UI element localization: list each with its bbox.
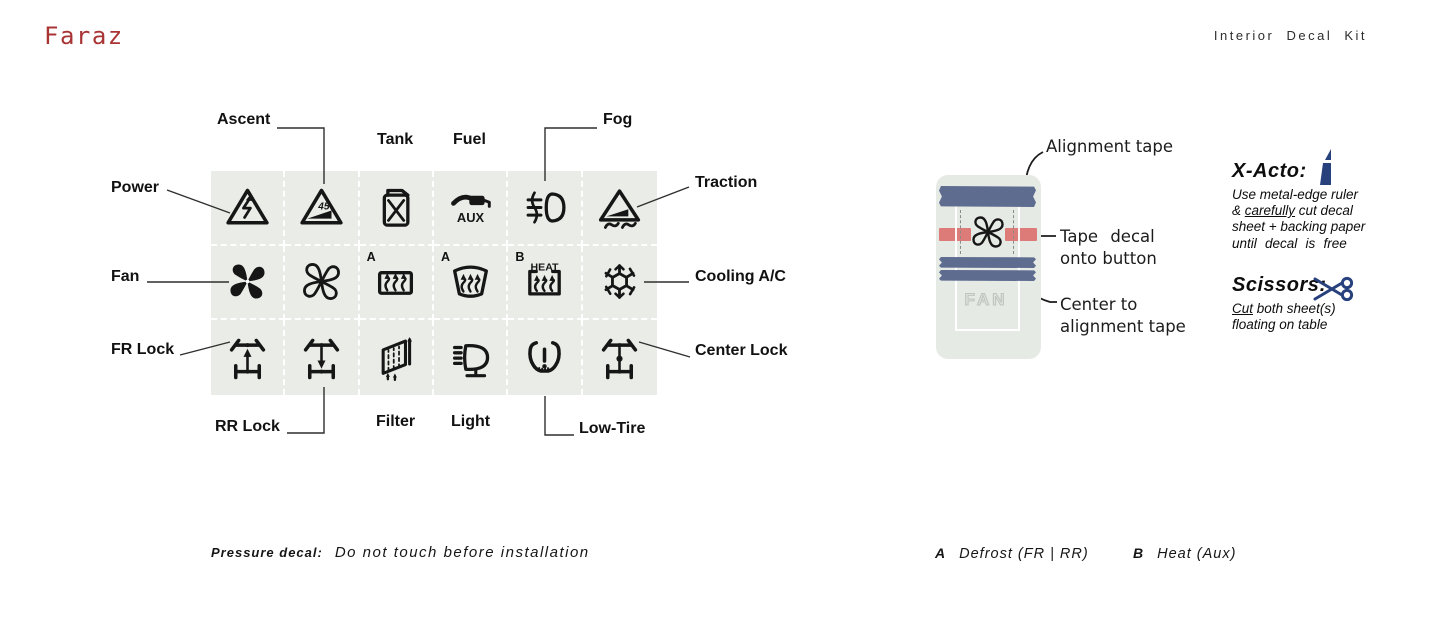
rr-lock-icon (298, 334, 345, 381)
alignment-tape-bottom-2 (939, 270, 1036, 281)
label-fr-lock: FR Lock (111, 341, 175, 358)
filter-icon (372, 334, 419, 381)
label-tank: Tank (377, 131, 414, 148)
note-b-text: Heat (Aux) (1157, 546, 1237, 562)
xacto-line3: sheet + backing paper (1232, 219, 1366, 235)
note-b-key: B (1133, 545, 1144, 561)
note-a (935, 545, 1089, 563)
defrost-front-icon (447, 258, 494, 305)
grid-cell-ascent (285, 171, 359, 246)
grid-cell-fan-solid (211, 246, 285, 321)
callout-alignment-tape: Alignment tape (1046, 137, 1173, 156)
grid-cell-fog (508, 171, 582, 246)
fan-outline-icon (298, 258, 345, 305)
callout-center (1060, 294, 1186, 337)
grid-cell-fr-lock (211, 320, 285, 395)
grid-cell-traction (583, 171, 657, 246)
light-icon (447, 334, 494, 381)
scissors-line2: floating on table (1232, 317, 1328, 333)
label-power: Power (111, 179, 160, 196)
grid-cell-tank (360, 171, 434, 246)
xacto-title: X-Acto: (1232, 160, 1307, 182)
pressure-note-label: Pressure decal: (211, 545, 323, 560)
label-filter: Filter (376, 413, 416, 430)
cell-badge-b: B (515, 249, 525, 264)
grid-cell-center-lock (583, 320, 657, 395)
svg-text:HEAT: HEAT (530, 261, 559, 274)
xacto-line1: Use metal-edge ruler (1232, 187, 1359, 202)
xacto-blade-icon (1318, 147, 1332, 187)
grid-cell-low-tire (508, 320, 582, 395)
xacto-line4: until decal is free (1232, 235, 1347, 251)
scissors-icon (1312, 276, 1358, 302)
grid-cell-filter (360, 320, 434, 395)
callout-center-line2: alignment tape (1060, 316, 1186, 336)
fog-icon (521, 184, 568, 231)
cell-badge-a: A (366, 249, 376, 264)
callout-tape-decal (1060, 226, 1157, 269)
grid-cell-fuel (434, 171, 508, 246)
svg-text:AUX: AUX (456, 210, 484, 226)
pressure-note (211, 544, 590, 562)
note-a-text: Defrost (FR | RR) (959, 546, 1089, 562)
label-fog: Fog (603, 111, 633, 128)
note-a-key: A (935, 545, 946, 561)
fan-decal-icon (968, 212, 1008, 257)
center-lock-icon (596, 334, 643, 381)
brand-logo: Faraz (44, 22, 124, 50)
grid-cell-power (211, 171, 285, 246)
alignment-tape-top (939, 186, 1036, 207)
grid-cell-defrost-rear (360, 246, 434, 321)
alignment-tape-bottom-1 (939, 257, 1036, 268)
fan-solid-icon (224, 258, 271, 305)
label-ascent: Ascent (217, 111, 271, 128)
scissors-title: Scissors: (1232, 274, 1327, 296)
underlined-cut: Cut (1232, 301, 1254, 316)
grid-cell-rr-lock (285, 320, 359, 395)
label-fan: Fan (111, 268, 140, 285)
symbol-grid (211, 171, 657, 395)
label-low-tire: Low-Tire (579, 420, 646, 437)
grid-cell-heat (508, 246, 582, 321)
svg-text:45: 45 (318, 201, 330, 213)
xacto-instructions (1232, 187, 1392, 252)
label-fuel: Fuel (453, 131, 486, 148)
center-guide-right (1013, 210, 1014, 254)
low-tire-icon (521, 334, 568, 381)
snowflake-icon (596, 258, 643, 305)
tank-icon (372, 184, 419, 231)
button-engraving: FAN (964, 290, 1008, 309)
kit-title: Interior Decal Kit (1213, 28, 1367, 43)
cell-badge-a: A (441, 249, 451, 264)
label-traction: Traction (695, 174, 758, 191)
note-b (1133, 545, 1236, 563)
xacto-line2: & carefully cut decal (1232, 203, 1353, 219)
grid-cell-defrost-front (434, 246, 508, 321)
defrost-rear-icon (372, 258, 419, 305)
traction-icon (596, 184, 643, 231)
label-cooling-ac: Cooling A/C (695, 268, 786, 285)
grid-cell-snowflake (583, 246, 657, 321)
scissors-line1: Cut both sheet(s) (1232, 301, 1336, 316)
callout-tape-decal-line2: onto button (1060, 248, 1157, 268)
label-center-lock: Center Lock (695, 342, 788, 359)
center-guide-left (960, 210, 961, 254)
power-icon (224, 184, 271, 231)
fr-lock-icon (224, 334, 271, 381)
underlined-carefully: carefully (1244, 203, 1296, 219)
grid-cell-fan-outline (285, 246, 359, 321)
label-rr-lock: RR Lock (215, 418, 280, 435)
fuel-icon (447, 184, 494, 231)
label-light: Light (451, 413, 491, 430)
grid-cell-light (434, 320, 508, 395)
heat-icon (521, 258, 568, 305)
callout-tape-decal-line1: Tape decal (1060, 227, 1155, 246)
ascent-icon (298, 184, 345, 231)
scissors-instructions (1232, 301, 1392, 333)
pressure-note-text: Do not touch before installation (334, 544, 590, 561)
callout-center-line1: Center to (1060, 295, 1138, 314)
